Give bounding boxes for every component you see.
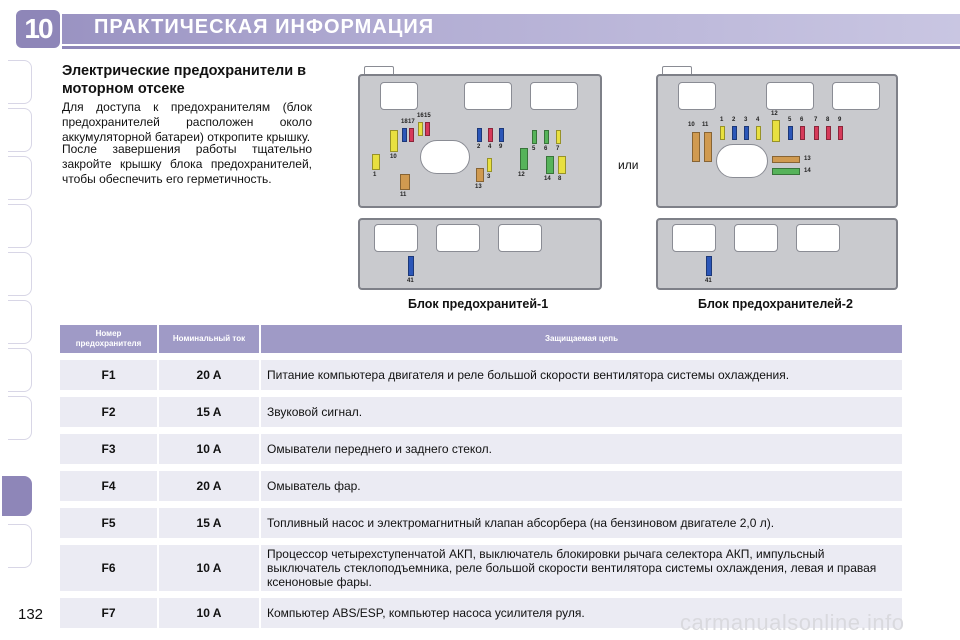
page-number: 132 [18,606,44,623]
header-rule [62,46,960,49]
chapter-tab[interactable] [8,60,32,104]
header-fuse-number: Номер предохранителя [60,325,157,353]
section-title: Электрические предохранители в моторном отсеке [62,63,307,97]
fuse-amperage: 20 A [159,360,259,390]
chapter-tabs [0,60,34,580]
chapter-tab[interactable] [8,108,32,152]
chapter-tab[interactable] [8,156,32,200]
fuse-number: F7 [60,598,157,628]
fuse-number: F2 [60,397,157,427]
fuse-box-2-lower: 41 [656,218,898,290]
page-header [0,0,960,56]
fuse-circuit: Омыватель фар. [261,471,902,501]
table-row [60,360,902,390]
fuse-amperage: 15 A [159,508,259,538]
fuse-number: F4 [60,471,157,501]
chapter-tab[interactable] [8,348,32,392]
paragraph-close: После завершения работы тщательно закройте крышку блока предохранителей, чтобы обеспечить его герметичность. [62,142,312,186]
fuse-table [58,323,904,630]
fuse-amperage: 10 A [159,598,259,628]
fuse-amperage: 20 A [159,471,259,501]
table-row [60,545,902,591]
fuse-box-2-upper: 10 11 1 2 3 4 12 5 6 7 8 9 13 14 [656,74,898,208]
table-header-row [60,325,902,353]
fuse-circuit: Питание компьютера двигателя и реле большой скорости вентилятора системы охлаждения. [261,360,902,390]
fuse-number: F6 [60,545,157,591]
fuse-box-1-lower: 41 [358,218,602,290]
fuse-circuit: Компьютер ABS/ESP, компьютер насоса усилителя руля. [261,598,902,628]
fuse-box-2-diagram [656,66,900,292]
fuse-number: F1 [60,360,157,390]
chapter-tab[interactable] [8,252,32,296]
chapter-tab[interactable] [8,300,32,344]
header-protected-circuit: Защищаемая цепь [261,325,902,353]
caption-fuse-box-1: Блок предохранитей-1 [408,297,549,311]
fuse-box-1-diagram [358,66,604,292]
table-row [60,471,902,501]
paragraph-access: Для доступа к предохранителям (блок предохранителей расположен около аккумуляторной батареи) откропите крышку. [62,100,312,144]
caption-fuse-box-2: Блок предохранителей-2 [698,297,853,311]
fuse-circuit: Топливный насос и электромагнитный клапан абсорбера (на бензиновом двигателе 2,0 л). [261,508,902,538]
fuse-circuit: Звуковой сигнал. [261,397,902,427]
or-label: или [618,158,639,172]
chapter-badge: 10 [16,10,60,48]
fuse-number: F5 [60,508,157,538]
table-row [60,508,902,538]
chapter-tab[interactable] [8,396,32,440]
page-title: ПРАКТИЧЕСКАЯ ИНФОРМАЦИЯ [94,16,435,38]
table-row [60,434,902,464]
table-row [60,397,902,427]
header-rated-current: Номинальный ток [159,325,259,353]
fuse-circuit: Омыватели переднего и заднего стекол. [261,434,902,464]
fuse-number: F3 [60,434,157,464]
fuse-amperage: 10 A [159,545,259,591]
fuse-circuit: Процессор четырехступенчатой АКП, выключатель блокировки рычага селектора АКП, импульсный выключатель стеклоподъемника, реле большой скорости вентилятора системы охлаждения, левая и правая ксеноновые фары. [261,545,902,591]
fuse-amperage: 10 A [159,434,259,464]
fuse-amperage: 15 A [159,397,259,427]
chapter-tab[interactable] [8,524,32,568]
watermark: carmanualsonline.info [680,610,905,635]
chapter-tab-active[interactable] [2,476,32,516]
fuse-box-1-upper: 1 10 18 17 16 15 2 4 9 12 5 6 7 14 8 3 13 11 [358,74,602,208]
chapter-tab[interactable] [8,204,32,248]
